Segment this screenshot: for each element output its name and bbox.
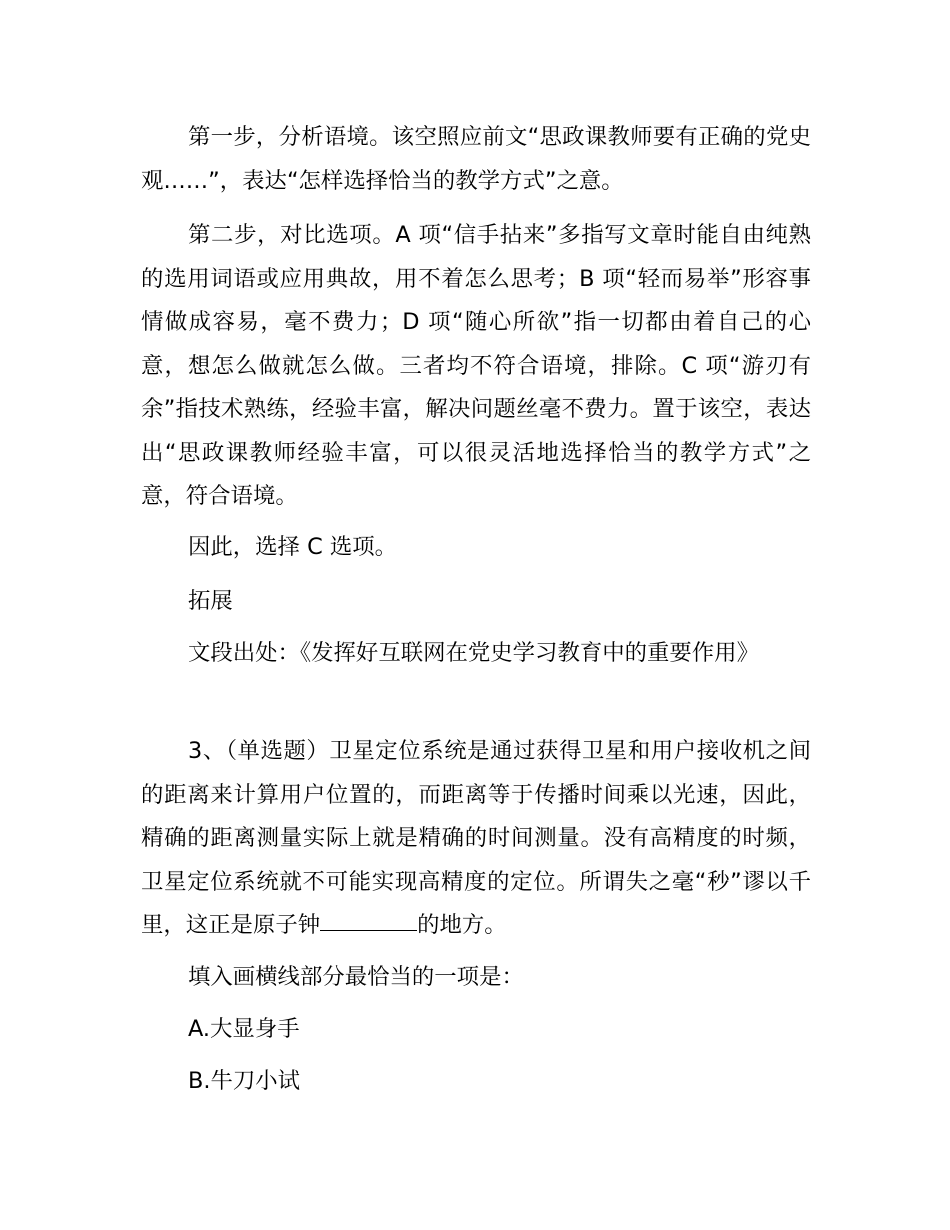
- question-text: 3、（单选题）卫星定位系统是通过获得卫星和用户接收机之间的距离来计算用户位置的，而距离等于传播时间乘以光速，因此，精确的距离测量实际上就是精确的时间测量。没有高精度的时频，卫星定位系统就不可能实现高精度的定位。所谓失之毫“秒”谬以千里，这正是原子钟: [141, 738, 811, 938]
- question-prompt: 填入画横线部分最恰当的一项是：: [188, 964, 524, 990]
- step-two-paragraph: 第二步，对比选项。A 项“信手拈来”多指写文章时能自由纯熟的选用词语或应用典故，用不着怎么思考；B 项“轻而易举”形容事情做成容易，毫不费力；D 项“随心所欲”指一切都由着自己的心意，想怎么做就怎么做。三者均不符合语境，排除。C 项“游刃有余”指技术熟练，经验丰富，解决问题丝毫不费力。置于该空，表达出“思政课教师经验丰富，可以很灵活地选择恰当的教学方式”之意，符合语境。: [141, 222, 811, 509]
- question-text-end: 的地方。: [417, 912, 507, 938]
- step-one-paragraph: 第一步，分析语境。该空照应前文“思政课教师要有正确的党史观……”，表达“怎样选择恰当的教学方式”之意。: [141, 124, 811, 194]
- option-a: A.大显身手: [188, 1016, 300, 1042]
- fill-in-blank: [320, 929, 417, 931]
- conclusion-paragraph: 因此，选择 C 选项。: [188, 534, 397, 560]
- question-three-paragraph: [141, 730, 811, 948]
- option-b: B.牛刀小试: [188, 1068, 301, 1094]
- extension-heading: 拓展: [188, 588, 233, 614]
- source-paragraph: 文段出处：《发挥好互联网在党史学习教育中的重要作用》: [188, 640, 759, 666]
